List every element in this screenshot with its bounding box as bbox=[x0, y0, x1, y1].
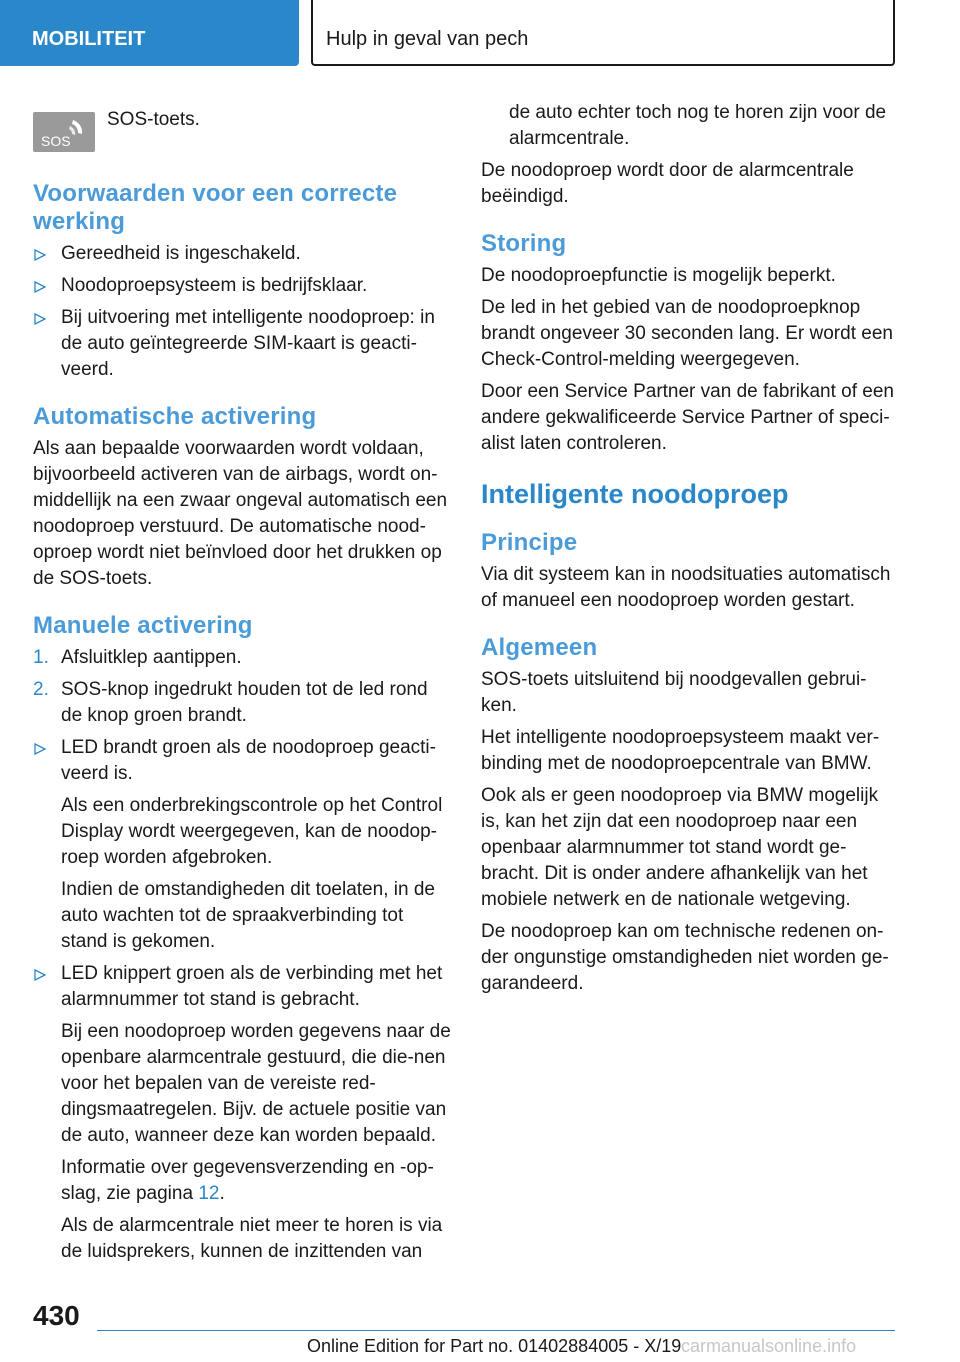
paragraph: SOS-toets uitsluitend bij noodgevallen gebrui-ken. bbox=[481, 669, 867, 716]
right-column bbox=[481, 100, 899, 1003]
page-title: Hulp in geval van pech bbox=[326, 28, 529, 50]
step-item bbox=[33, 677, 451, 729]
paragraph: de auto echter toch nog te horen zijn voor de alarmcentrale. bbox=[509, 102, 887, 149]
paragraph: Door een Service Partner van de fabrikant of een andere gekwalificeerde Service Partner of speci-alist laten controleren. bbox=[481, 381, 894, 454]
page-link[interactable]: 12 bbox=[198, 1183, 220, 1204]
sos-icon-label: SOS bbox=[41, 133, 71, 149]
paragraph: De noodoproep wordt door de alarmcentrale beëindigd. bbox=[481, 160, 854, 207]
list-item-text: LED knippert groen als de verbinding met het alarmnummer tot stand is gebracht. bbox=[61, 963, 443, 1010]
step-number: 1. bbox=[33, 647, 49, 668]
heading-manual: Manuele activering bbox=[33, 612, 253, 639]
heading-conditions: Voorwaarden voor een correcte werking bbox=[33, 180, 398, 235]
paragraph: Als aan bepaalde voorwaarden wordt voldaan, bijvoorbeeld activeren van de airbags, wordt on-middellijk na een zwaar ongeval automatisch een noodoproep verstuurd. De automatische nood-oproep wordt niet beïnvloed door het drukken op de SOS-toets. bbox=[33, 438, 448, 589]
paragraph: Als de alarmcentrale niet meer te horen is via de luidsprekers, kunnen de inzittenden van bbox=[61, 1215, 443, 1262]
footer-rule bbox=[97, 1330, 895, 1331]
heading-automatic: Automatische activering bbox=[33, 403, 317, 430]
step-text: SOS-knop ingedrukt houden tot de led rond de knop groen brandt. bbox=[61, 679, 428, 726]
list-item-text: Bij uitvoering met intelligente noodoproep: in de auto geïntegreerde SIM-kaart is geacti-veerd. bbox=[61, 307, 435, 380]
paragraph: Via dit systeem kan in noodsituaties automatisch of manueel een noodoproep worden gestart. bbox=[481, 564, 891, 611]
heading-principe: Principe bbox=[481, 529, 578, 556]
paragraph: Indien de omstandigheden dit toelaten, in de auto wachten tot de spraakverbinding tot stand is gekomen. bbox=[61, 879, 435, 952]
step-item bbox=[33, 645, 451, 671]
triangle-right-icon bbox=[34, 249, 46, 261]
paragraph: Als een onderbrekingscontrole op het Control Display wordt weergegeven, kan de noodop-roep worden afgebroken. bbox=[61, 795, 443, 868]
list-item-text: Noodoproepsysteem is bedrijfsklaar. bbox=[61, 275, 368, 296]
paragraph-text: . bbox=[219, 1183, 225, 1204]
paragraph: De led in het gebied van de noodoproepknop brandt ongeveer 30 seconden lang. Er wordt een Check-Control-melding weergegeven. bbox=[481, 297, 893, 370]
list-item bbox=[33, 961, 451, 1013]
section-label: MOBILITEIT bbox=[32, 28, 146, 50]
heading-algemeen: Algemeen bbox=[481, 634, 598, 661]
watermark: carmanualsonline.info bbox=[681, 1336, 857, 1356]
left-column bbox=[33, 100, 451, 1271]
triangle-right-icon bbox=[34, 743, 46, 755]
paragraph bbox=[33, 1155, 451, 1207]
heading-storing: Storing bbox=[481, 230, 567, 257]
paragraph: De noodoproep kan om technische redenen on-der ongunstige omstandigheden niet worden ge-garandeerd. bbox=[481, 921, 889, 994]
paragraph-text: Informatie over gegevensverzending en -op-slag, zie pagina bbox=[61, 1157, 434, 1204]
sos-row bbox=[33, 104, 451, 152]
footer-edition: Online Edition for Part no. 01402884005 - X/19 bbox=[307, 1336, 682, 1356]
step-number: 2. bbox=[33, 679, 49, 700]
list-item bbox=[33, 305, 451, 383]
list-item bbox=[33, 241, 451, 267]
step-text: Afsluitklep aantippen. bbox=[61, 647, 242, 668]
paragraph: Ook als er geen noodoproep via BMW mogelijk is, kan het zijn dat een noodoproep naar een openbaar alarmnummer tot stand wordt ge-bracht. Dit is onder andere afhankelijk van het mobiele netwerk en de nationale wetgeving. bbox=[481, 785, 879, 910]
sos-caption: SOS-toets. bbox=[107, 109, 200, 130]
paragraph: De noodoproepfunctie is mogelijk beperkt. bbox=[481, 265, 836, 286]
paragraph: Het intelligente noodoproepsysteem maakt ver-binding met de noodoproepcentrale van BMW. bbox=[481, 727, 880, 774]
list-item-text: LED brandt groen als de noodoproep geacti-veerd is. bbox=[61, 737, 436, 784]
list-item-text: Gereedheid is ingeschakeld. bbox=[61, 243, 301, 264]
triangle-right-icon bbox=[34, 313, 46, 325]
sos-button-icon bbox=[33, 112, 95, 152]
list-item bbox=[33, 273, 451, 299]
triangle-right-icon bbox=[34, 969, 46, 981]
list-item bbox=[33, 735, 451, 787]
heading-intelligent-emergency-call: Intelligente noodoproep bbox=[481, 479, 789, 509]
page-number: 430 bbox=[33, 1300, 80, 1331]
paragraph: Bij een noodoproep worden gegevens naar de openbare alarmcentrale gestuurd, die die-nen voor het bepalen van de vereiste red-dingsmaatregelen. Bijv. de actuele positie van de auto, wanneer deze kan worden bepaald. bbox=[61, 1021, 451, 1146]
triangle-right-icon bbox=[34, 281, 46, 293]
